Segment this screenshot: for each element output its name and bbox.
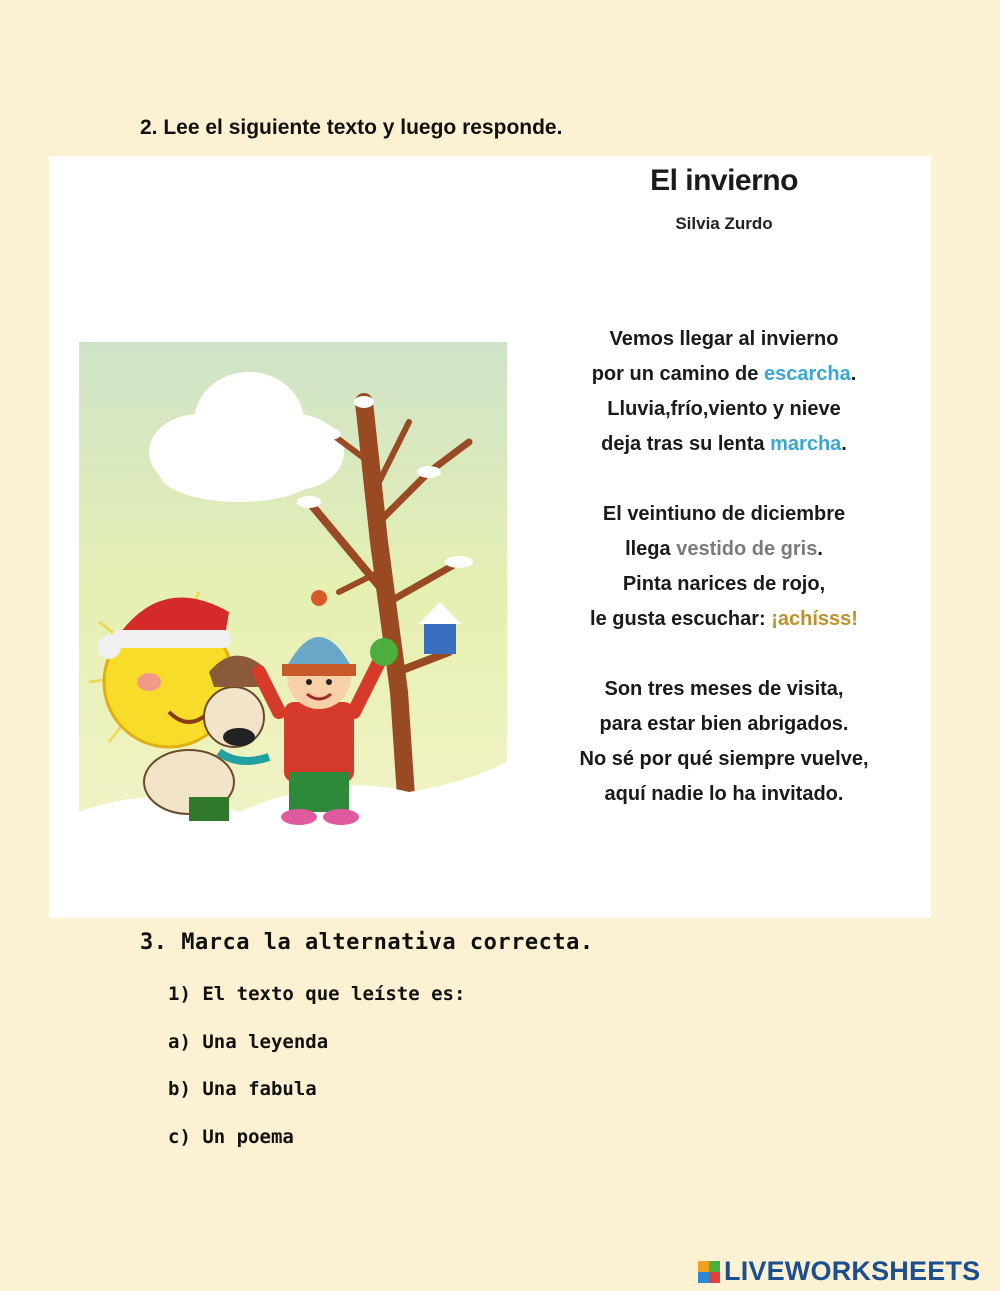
answer-option-a[interactable]: a) Una leyenda [168, 1031, 329, 1053]
poem-stanza-1 [569, 322, 879, 462]
poem-title: El invierno [650, 164, 798, 197]
poem-line: para estar bien abrigados. [599, 713, 849, 735]
poem-line: llega vestido de gris. [625, 538, 823, 560]
answer-option-c[interactable]: c) Un poema [168, 1126, 294, 1148]
logo-text: LIVEWORKSHEETS [724, 1256, 981, 1286]
poem-line: le gusta escuchar: ¡achísss! [590, 608, 858, 630]
poem-line: Pinta narices de rojo, [622, 573, 826, 595]
question-2-heading: 2. Lee el siguiente texto y luego responde. [140, 116, 563, 139]
poem-line: No sé por qué siempre vuelve, [579, 748, 869, 770]
poem-line: Lluvia,frío,viento y nieve [607, 398, 841, 420]
poem-line: El veintiuno de diciembre [602, 503, 846, 525]
highlighted-word: escarcha [763, 363, 851, 385]
poem-line: por un camino de escarcha. [591, 363, 857, 385]
answer-option-b[interactable]: b) Una fabula [168, 1078, 317, 1100]
liveworksheets-logo [698, 1256, 980, 1287]
poem-stanza-3 [569, 672, 879, 812]
poem-author: Silvia Zurdo [675, 214, 773, 233]
poem-line: Vemos llegar al invierno [609, 328, 839, 350]
highlighted-word: ¡achísss! [771, 608, 858, 630]
poem-panel [49, 156, 931, 918]
poem-stanza-2 [569, 497, 879, 637]
highlighted-word: marcha [770, 433, 842, 455]
highlighted-word: vestido de gris [676, 538, 818, 560]
poem-line: Son tres meses de visita, [604, 678, 844, 700]
liveworksheets-logo-icon [698, 1261, 720, 1283]
question-item-1: 1) El texto que leíste es: [168, 983, 466, 1005]
winter-scene-illustration [79, 342, 507, 852]
poem-line: aquí nadie lo ha invitado. [604, 783, 844, 805]
question-3-heading: 3. Marca la alternativa correcta. [140, 930, 594, 955]
poem-line: deja tras su lenta marcha. [601, 433, 847, 455]
